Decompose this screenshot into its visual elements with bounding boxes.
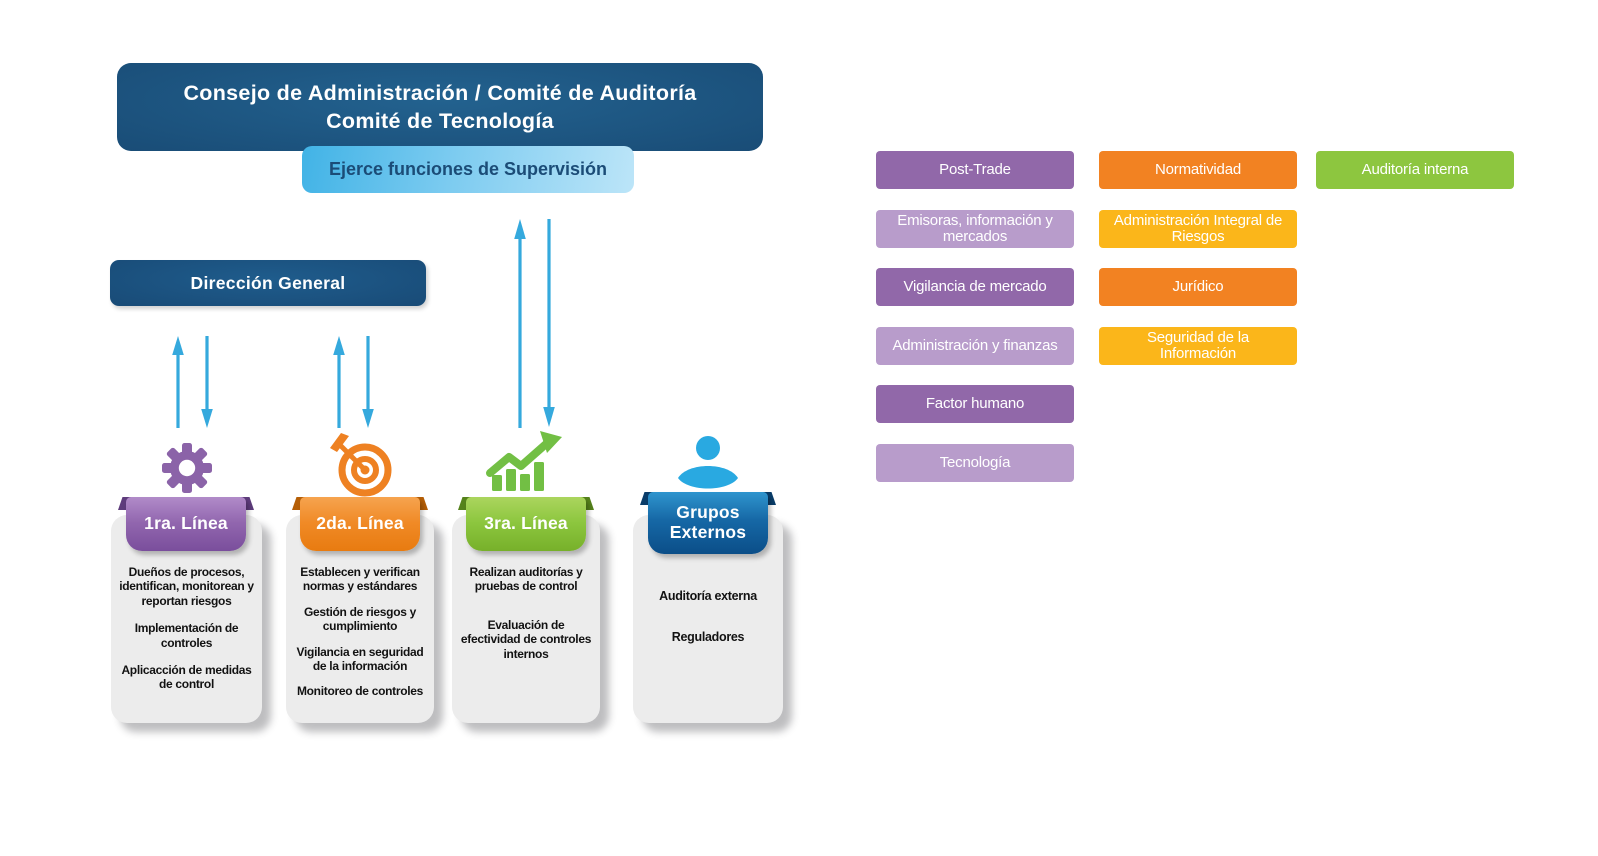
ribbon-grupos-externos [648, 492, 768, 554]
ribbon-title: 1ra. Línea [126, 497, 246, 551]
dept-label: Administración y finanzas [892, 336, 1058, 354]
card-item: Aplicacción de medidas de control [121, 662, 252, 692]
card-item: Gestión de riesgos y cumplimiento [303, 604, 417, 634]
dept-label: Jurídico [1172, 277, 1224, 295]
board-title-line2: Comité de Tecnología [326, 109, 554, 133]
up-down-arrows-line3 [510, 216, 570, 430]
card-item: Implementación de controles [134, 621, 239, 650]
dept-label: Normatividad [1155, 160, 1241, 178]
dept-juridico [1099, 268, 1297, 306]
target-dart-icon [327, 430, 395, 498]
dept-label: Administración Integral de Riesgos [1113, 211, 1283, 245]
dept-emisoras-informacion-mercados [876, 210, 1074, 248]
dept-factor-humano [876, 385, 1074, 423]
board-title-line1: Consejo de Administración / Comité de Auditoría [183, 81, 697, 105]
ribbon-2da-linea [300, 497, 420, 551]
dept-vigilancia-de-mercado [876, 268, 1074, 306]
card-item: Evaluación de efectividad de controles internos [460, 617, 592, 661]
card-item: Dueños de procesos, identifican, monitorean y reportan riesgos [119, 565, 254, 608]
dept-administracion-integral-de-riesgos [1099, 210, 1297, 248]
ribbon-title: 2da. Línea [300, 497, 420, 551]
dept-label: Emisoras, información y mercados [897, 211, 1053, 245]
up-down-arrows-line1 [168, 334, 228, 430]
up-down-arrows-line2 [329, 334, 389, 430]
card-item: Auditoría externa [659, 589, 757, 603]
ribbon-title: 3ra. Línea [466, 497, 586, 551]
card-item: Establecen y verifican normas y estándares [300, 565, 420, 594]
ribbon-title: Grupos Externos [648, 492, 768, 554]
dept-auditoria-interna [1316, 151, 1514, 189]
dept-normatividad [1099, 151, 1297, 189]
supervision-label-box: Ejerce funciones de Supervisión [302, 146, 634, 193]
dept-label: Vigilancia de mercado [903, 277, 1047, 295]
growth-chart-icon [482, 428, 574, 494]
card-item: Vigilancia en seguridad de la información [296, 644, 424, 673]
dept-label: Post-Trade [939, 160, 1011, 178]
card-item: Reguladores [671, 630, 745, 644]
dept-seguridad-de-la-informacion [1099, 327, 1297, 365]
person-icon [672, 434, 744, 494]
dept-label: Seguridad de la Información [1146, 328, 1250, 362]
dept-post-trade [876, 151, 1074, 189]
dept-label: Factor humano [925, 394, 1025, 412]
card-item: Realizan auditorías y pruebas de control [469, 565, 583, 594]
ribbon-1ra-linea [126, 497, 246, 551]
dept-administracion-y-finanzas [876, 327, 1074, 365]
dept-label: Tecnología [939, 453, 1011, 471]
dept-label: Auditoría interna [1361, 160, 1469, 178]
direccion-general-box: Dirección General [110, 260, 426, 306]
dept-tecnologia [876, 444, 1074, 482]
gear-icon [157, 438, 217, 498]
card-item: Monitoreo de controles [296, 684, 424, 699]
ribbon-3ra-linea [466, 497, 586, 551]
board-committee-box [117, 63, 763, 151]
